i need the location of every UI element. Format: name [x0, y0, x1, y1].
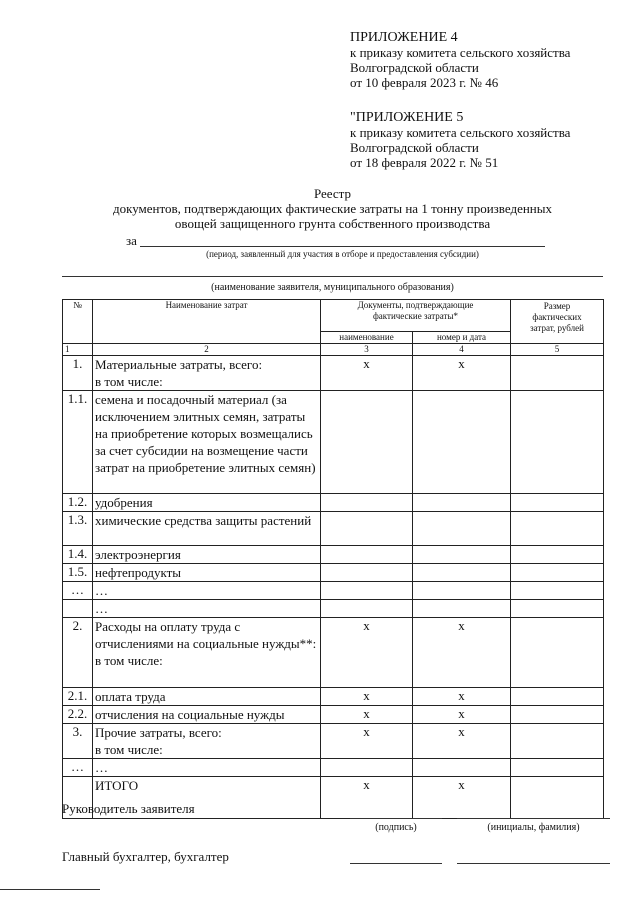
table-row: [63, 512, 604, 546]
row-name: электроэнергия: [93, 546, 321, 564]
appendix-5-line1: к приказу комитета сельского хозяйства: [350, 125, 571, 140]
row-doc-name: [321, 494, 413, 512]
appendix-4-line3: от 10 февраля 2023 г. № 46: [350, 75, 499, 90]
table-row: [63, 391, 604, 494]
row-amount: [511, 582, 604, 600]
table-row: [63, 706, 604, 724]
table-row: [63, 759, 604, 777]
table-row: [63, 564, 604, 582]
row-amount: [511, 706, 604, 724]
row-doc-name: [321, 546, 413, 564]
row-number: 1.: [63, 356, 93, 391]
title-line3: овощей защищенного грунта собственного производства: [174, 216, 491, 231]
header-doc-number: номер и дата: [413, 332, 511, 344]
row-number: 1.1.: [63, 391, 93, 494]
period-line: [140, 246, 545, 247]
row-amount: [511, 600, 604, 618]
header-docs: Документы, подтверждающие фактические затраты*: [321, 300, 511, 332]
row-number: 2.1.: [63, 688, 93, 706]
row-amount: [511, 688, 604, 706]
period-label: за: [126, 233, 137, 248]
col-index-2: 2: [93, 344, 321, 356]
row-number: 1.2.: [63, 494, 93, 512]
row-doc-number: х: [413, 356, 511, 391]
table-row: [63, 724, 604, 759]
row-name: Материальные затраты, всего: в том числе:: [93, 356, 321, 391]
row-number: 3.: [63, 724, 93, 759]
row-doc-name: [321, 582, 413, 600]
row-doc-number: [413, 391, 511, 494]
row-name: отчисления на социальные нужды: [93, 706, 321, 724]
row-doc-name: [321, 391, 413, 494]
head-initials-line: [457, 818, 610, 819]
row-number: 1.5.: [63, 564, 93, 582]
head-signature-label: Руководитель заявителя: [62, 801, 195, 816]
row-doc-name: х: [321, 356, 413, 391]
row-name: нефтепродукты: [93, 564, 321, 582]
row-name: …: [93, 582, 321, 600]
header-size: Размер фактических затрат, рублей: [511, 300, 604, 344]
row-doc-name: [321, 564, 413, 582]
table-row: [63, 688, 604, 706]
row-doc-number: [413, 759, 511, 777]
row-doc-number: [413, 600, 511, 618]
title-line2: документов, подтверждающих фактические затраты на 1 тонну произведенных: [112, 201, 552, 216]
initials-caption: (инициалы, фамилия): [487, 822, 580, 833]
row-name: Расходы на оплату труда с отчислениями на социальные нужды**: в том числе:: [93, 618, 321, 688]
appendix-5-title: "ПРИЛОЖЕНИЕ 5: [350, 110, 464, 125]
header-doc-name: наименование: [321, 332, 413, 344]
table-row: [63, 356, 604, 391]
table-row: [63, 582, 604, 600]
appendix-4-line1: к приказу комитета сельского хозяйства: [350, 45, 571, 60]
col-index-1: 1: [63, 344, 93, 356]
row-doc-number: х: [413, 706, 511, 724]
row-doc-name: х: [321, 724, 413, 759]
appendix-5-line3: от 18 февраля 2022 г. № 51: [350, 155, 499, 170]
document-title: [62, 186, 603, 231]
row-doc-number: [413, 564, 511, 582]
row-doc-number: [413, 494, 511, 512]
row-amount: [511, 618, 604, 688]
row-name: ИТОГО: [93, 777, 321, 819]
row-doc-number: х: [413, 777, 511, 819]
accountant-signature-line: [350, 863, 442, 864]
row-name: оплата труда: [93, 688, 321, 706]
row-name: …: [93, 600, 321, 618]
row-number: [63, 600, 93, 618]
row-number: 2.: [63, 618, 93, 688]
accountant-initials-line: [457, 863, 610, 864]
row-number: 1.3.: [63, 512, 93, 546]
table-row: [63, 600, 604, 618]
row-doc-name: [321, 600, 413, 618]
col-index-4: 4: [413, 344, 511, 356]
row-amount: [511, 546, 604, 564]
row-doc-name: х: [321, 706, 413, 724]
appendix-4-title: ПРИЛОЖЕНИЕ 4: [350, 30, 458, 45]
row-doc-name: [321, 759, 413, 777]
row-amount: [511, 494, 604, 512]
row-doc-name: х: [321, 688, 413, 706]
expenses-table: [62, 299, 604, 819]
title-line1: Реестр: [313, 186, 352, 201]
row-doc-number: х: [413, 688, 511, 706]
applicant-caption: (наименование заявителя, муниципального образования): [211, 282, 454, 293]
row-number: 1.4.: [63, 546, 93, 564]
row-doc-name: х: [321, 618, 413, 688]
row-doc-number: х: [413, 618, 511, 688]
table-row: [63, 546, 604, 564]
row-doc-number: [413, 582, 511, 600]
row-amount: [511, 759, 604, 777]
row-doc-number: х: [413, 724, 511, 759]
signature-caption: (подпись): [375, 822, 417, 833]
period-caption: (период, заявленный для участия в отборе и предоставления субсидии): [206, 249, 479, 259]
row-amount: [511, 512, 604, 546]
appendix-5-line2: Волгоградской области: [350, 140, 479, 155]
row-name: Прочие затраты, всего: в том числе:: [93, 724, 321, 759]
row-name: семена и посадочный материал (за исключением элитных семян, затраты на приобретение которых возмещались за счет субсидии на возмещение части затрат на приобретение элитных семян): [93, 391, 321, 494]
footnote-separator: [0, 889, 100, 890]
header-name: Наименование затрат: [93, 300, 321, 344]
head-signature-line: [350, 818, 442, 819]
appendix-5-block: [350, 110, 570, 170]
appendix-4-line2: Волгоградской области: [350, 60, 479, 75]
row-number: …: [63, 582, 93, 600]
row-amount: [511, 777, 604, 819]
table-row: [63, 618, 604, 688]
row-doc-name: х: [321, 777, 413, 819]
row-amount: [511, 564, 604, 582]
table-row: [63, 494, 604, 512]
row-doc-number: [413, 546, 511, 564]
row-number: 2.2.: [63, 706, 93, 724]
row-number: …: [63, 759, 93, 777]
row-name: …: [93, 759, 321, 777]
applicant-line: [62, 276, 603, 277]
row-doc-number: [413, 512, 511, 546]
col-index-5: 5: [511, 344, 604, 356]
row-amount: [511, 356, 604, 391]
appendix-4-block: [350, 30, 570, 90]
row-doc-name: [321, 512, 413, 546]
accountant-signature-label: Главный бухгалтер, бухгалтер: [62, 849, 229, 864]
row-amount: [511, 724, 604, 759]
col-index-3: 3: [321, 344, 413, 356]
row-amount: [511, 391, 604, 494]
header-num: №: [63, 300, 93, 344]
row-name: химические средства защиты растений: [93, 512, 321, 546]
row-name: удобрения: [93, 494, 321, 512]
